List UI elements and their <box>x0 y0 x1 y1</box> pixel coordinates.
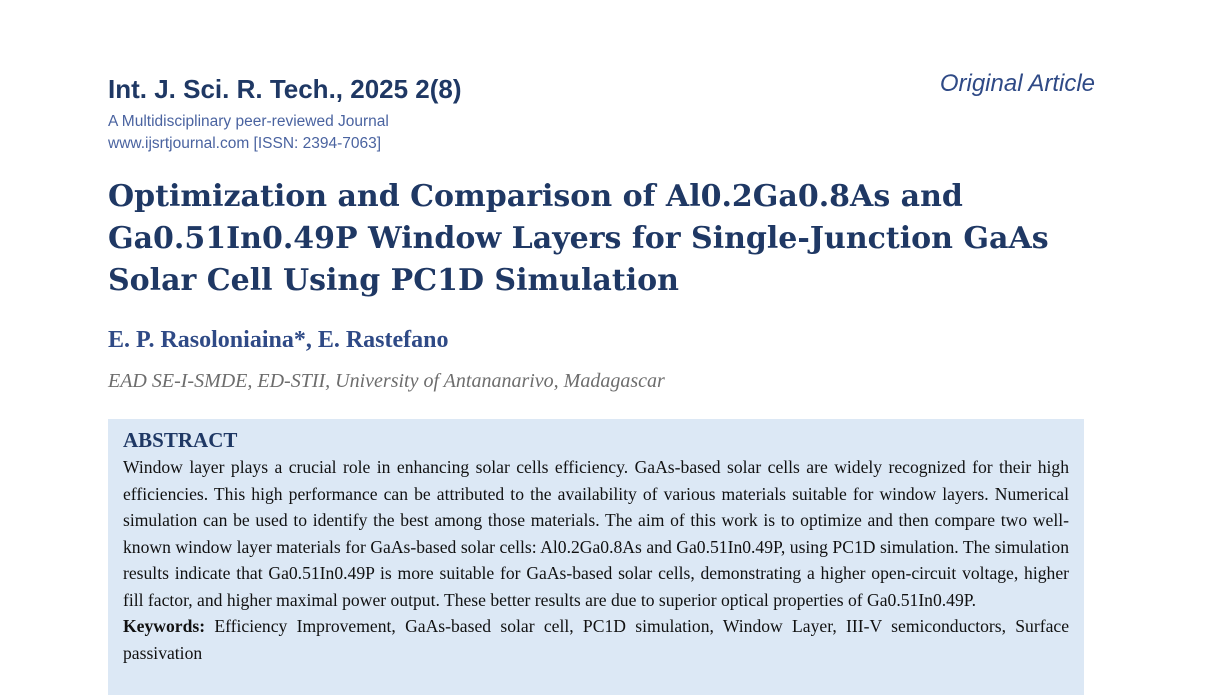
journal-website-issn[interactable]: www.ijsrtjournal.com [ISSN: 2394-7063] <box>108 135 382 152</box>
author-affiliation: EAD SE-I-SMDE, ED-STII, University of Antananarivo, Madagascar <box>108 370 665 392</box>
journal-name: Int. J. Sci. R. Tech., 2025 2(8) <box>108 74 462 104</box>
abstract-section <box>108 419 1084 695</box>
keywords-paragraph <box>123 613 1069 666</box>
keywords-label: Keywords: <box>123 616 206 636</box>
paper-title: Optimization and Comparison of Al0.2Ga0.8As and Ga0.51In0.49P Window Layers for Single-Junction GaAs Solar Cell Using PC1D Simulation <box>108 179 1049 298</box>
journal-tagline: A Multidisciplinary peer-reviewed Journal <box>108 113 389 130</box>
keywords-list: Efficiency Improvement, GaAs-based solar cell, PC1D simulation, Window Layer, III-V semiconductors, Surface passivation <box>123 616 1070 663</box>
abstract-heading: ABSTRACT <box>123 428 238 452</box>
author-list: E. P. Rasoloniaina*, E. Rastefano <box>108 327 449 353</box>
article-type-label: Original Article <box>939 70 1095 97</box>
abstract-body: Window layer plays a crucial role in enhancing solar cells efficiency. GaAs-based solar cells are widely recognized for their high efficiencies. This high performance can be attributed to the availability of various materials suitable for window layers. Numerical simulation can be used to identify the best among those materials. The aim of this work is to optimize and then compare two well-known window layer materials for GaAs-based solar cells: Al0.2Ga0.8As and Ga0.51In0.49P, using PC1D simulation. The simulation results indicate that Ga0.51In0.49P is more suitable for GaAs-based solar cells, demonstrating a higher open-circuit voltage, higher fill factor, and higher maximal power output. These better results are due to superior optical properties of Ga0.51In0.49P. <box>123 457 1069 610</box>
